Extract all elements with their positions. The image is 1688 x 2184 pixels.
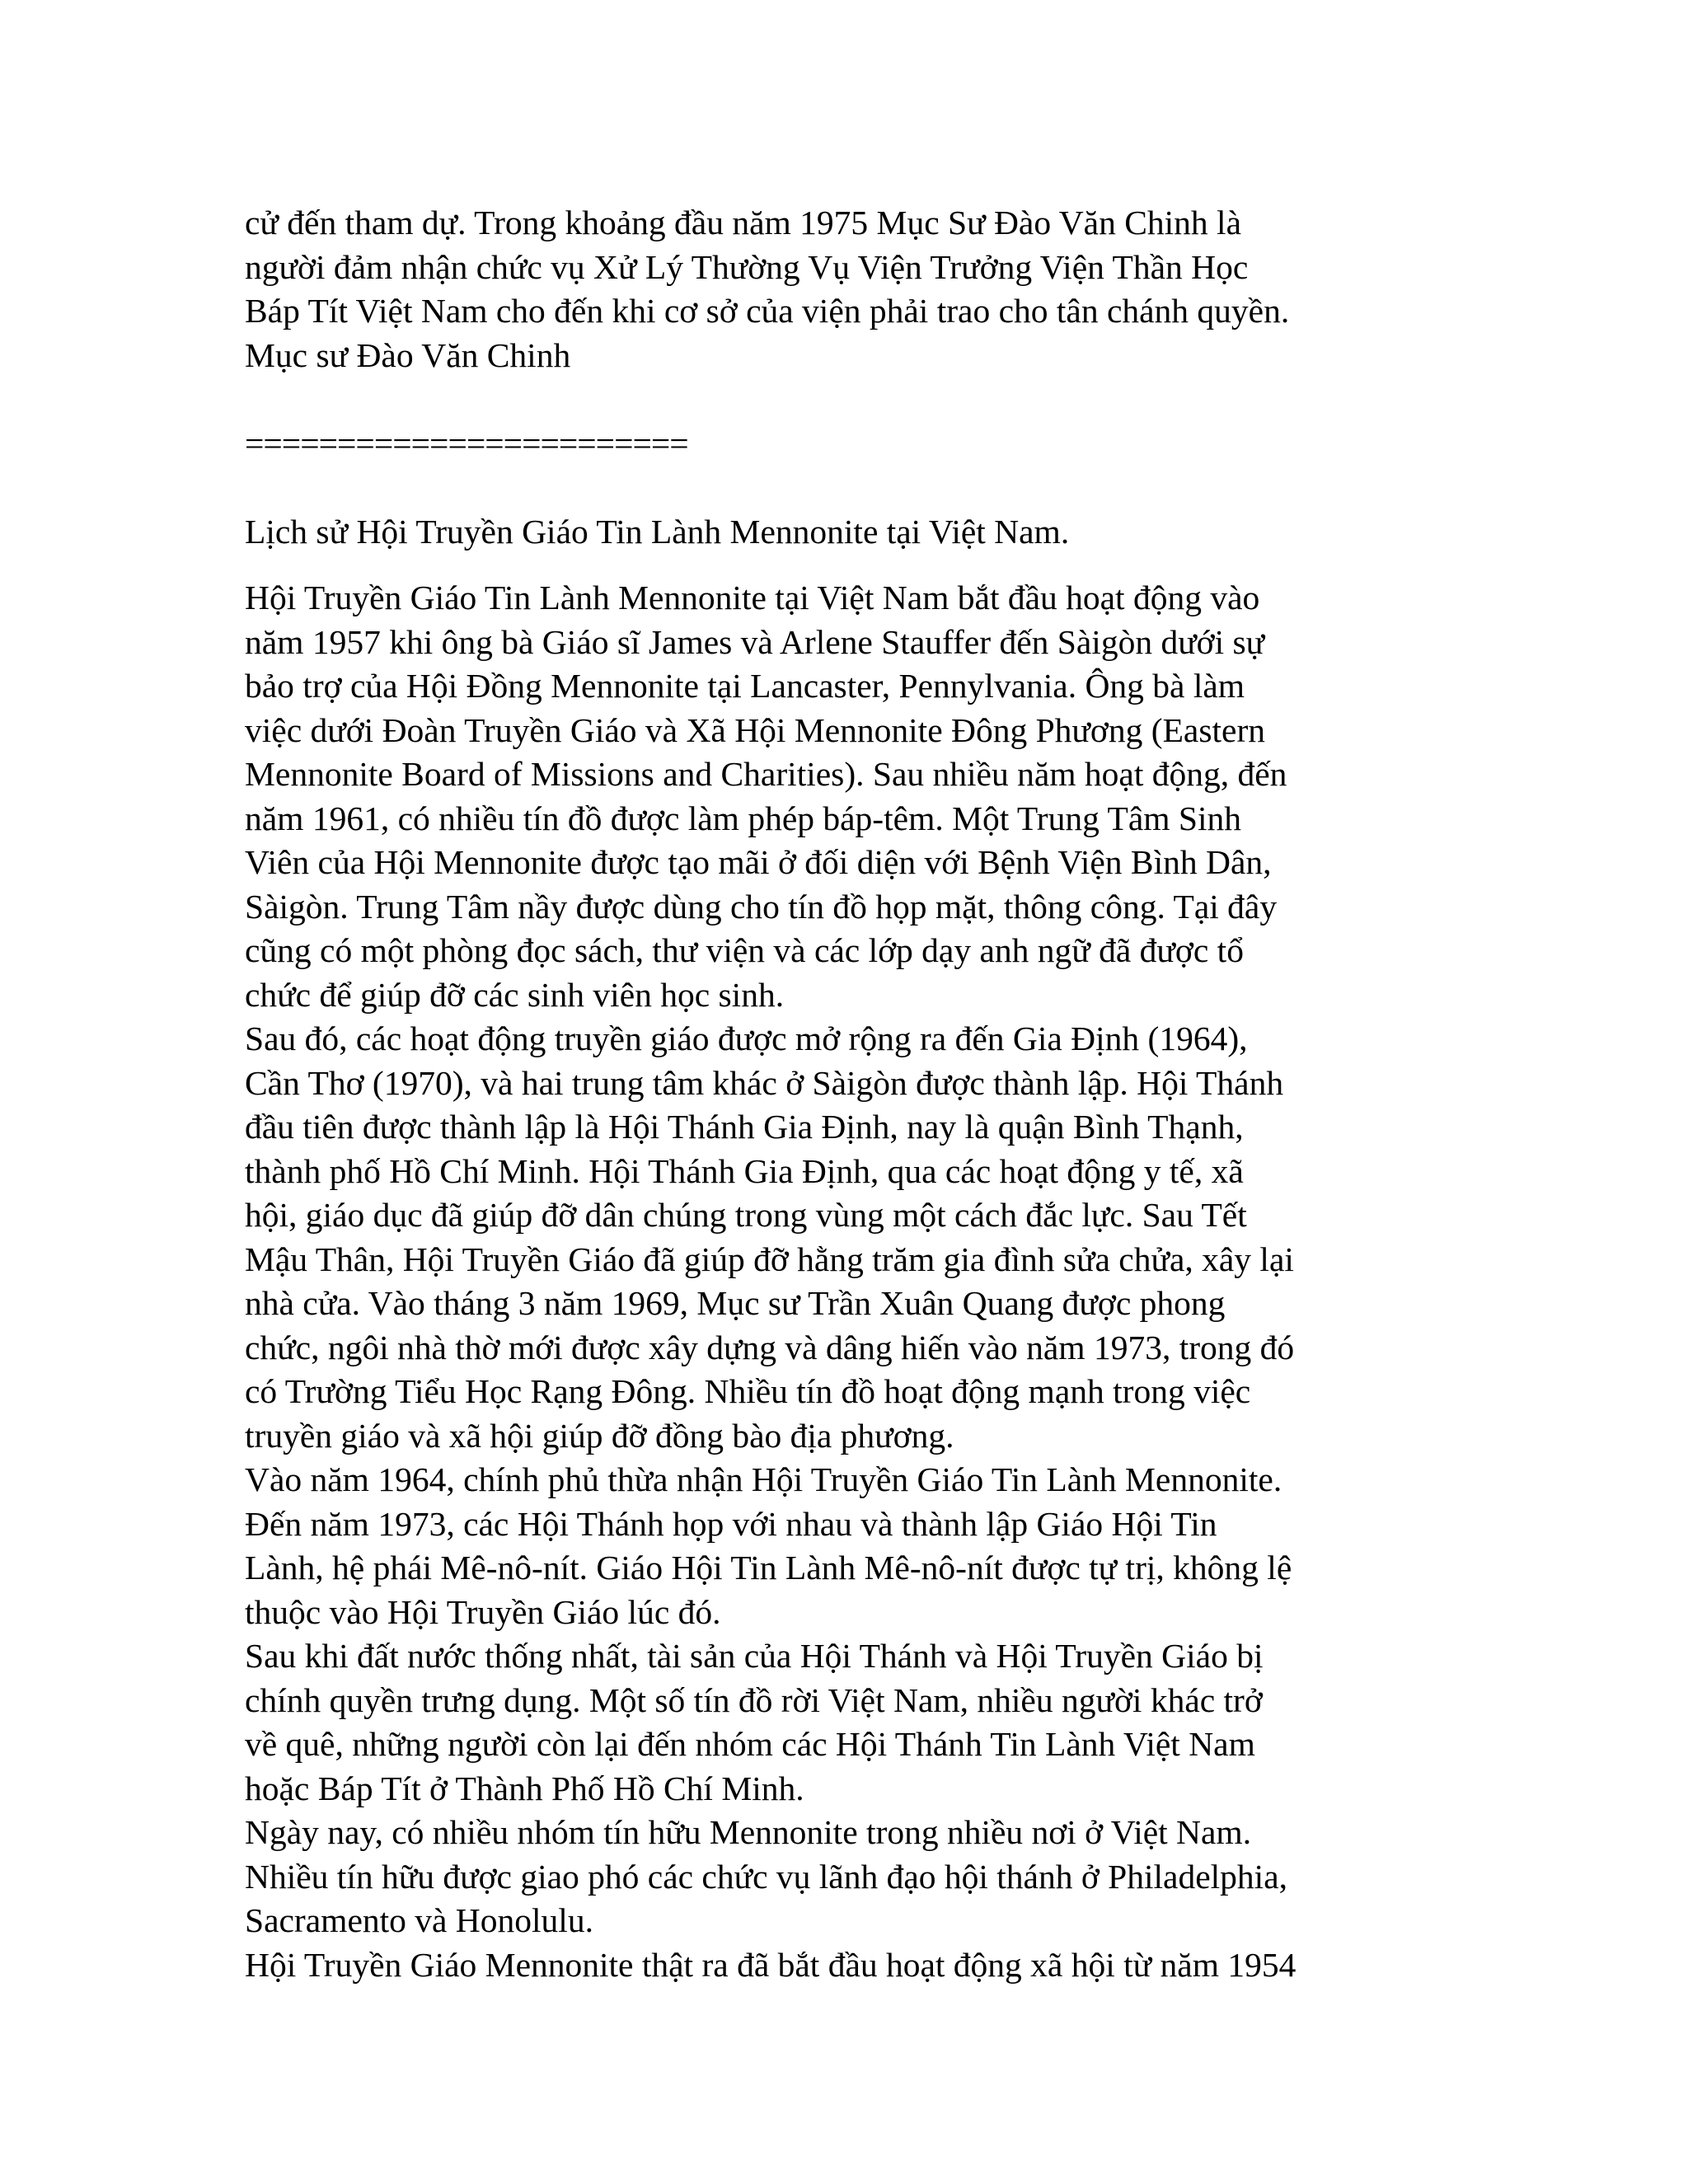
text-line: chức để giúp đỡ các sinh viên học sinh.	[245, 975, 785, 1014]
text-line: hội, giáo dục đã giúp đỡ dân chúng trong vùng một cách đắc lực. Sau Tết	[245, 1196, 1247, 1234]
spacer	[245, 377, 1448, 422]
text-line: người đảm nhận chức vụ Xử Lý Thường Vụ Viện Trưởng Viện Thần Học	[245, 247, 1249, 286]
separator-line: ========================	[245, 424, 688, 462]
text-line: Viên của Hội Mennonite được tạo mãi ở đối diện với Bệnh Viện Bình Dân,	[245, 843, 1272, 881]
text-line: cũng có một phòng đọc sách, thư viện và các lớp dạy anh ngữ đã được tổ	[245, 931, 1244, 969]
text-line: Báp Tít Việt Nam cho đến khi cơ sở của viện phải trao cho tân chánh quyền.	[245, 292, 1290, 330]
text-line: Sau đó, các hoạt động truyền giáo được mở rộng ra đến Gia Định (1964),	[245, 1019, 1248, 1057]
text-line: Cần Thơ (1970), và hai trung tâm khác ở Sàigòn được thành lập. Hội Thánh	[245, 1063, 1284, 1102]
spacer	[245, 554, 1448, 576]
text-line: năm 1961, có nhiều tín đồ được làm phép báp-têm. Một Trung Tâm Sinh	[245, 799, 1242, 837]
text-line: Lành, hệ phái Mê-nô-nít. Giáo Hội Tin Lành Mê-nô-nít được tự trị, không lệ	[245, 1549, 1292, 1586]
text-line: Sàigòn. Trung Tâm nầy được dùng cho tín đồ họp mặt, thông công. Tại đây	[245, 887, 1278, 926]
text-line: Đến năm 1973, các Hội Thánh họp với nhau và thành lập Giáo Hội Tin	[245, 1504, 1217, 1543]
document-page	[245, 201, 1448, 1987]
text-line: chức, ngôi nhà thờ mới được xây dựng và dâng hiến vào năm 1973, trong đó	[245, 1328, 1295, 1366]
text-line: chính quyền trưng dụng. Một số tín đồ rời Việt Nam, nhiều người khác trở	[245, 1680, 1263, 1719]
text-line: Mục sư Đào Văn Chinh	[245, 335, 571, 374]
text-line: hoặc Báp Tít ở Thành Phố Hồ Chí Minh.	[245, 1769, 804, 1807]
text-line: việc dưới Đoàn Truyền Giáo và Xã Hội Mennonite Đông Phương (Eastern	[245, 710, 1266, 749]
intro-paragraph	[245, 201, 1448, 377]
text-line: có Trường Tiểu Học Rạng Đông. Nhiều tín đồ hoạt động mạnh trong việc	[245, 1372, 1251, 1410]
text-line: nhà cửa. Vào tháng 3 năm 1969, Mục sư Trần Xuân Quang được phong	[245, 1284, 1226, 1322]
section-title: Lịch sử Hội Truyền Giáo Tin Lành Mennonite tại Việt Nam.	[245, 512, 1070, 551]
text-line: truyền giáo và xã hội giúp đỡ đồng bào địa phương.	[245, 1416, 954, 1455]
text-line: về quê, những người còn lại đến nhóm các Hội Thánh Tin Lành Việt Nam	[245, 1725, 1255, 1763]
spacer	[245, 466, 1448, 510]
text-line: Hội Truyền Giáo Tin Lành Mennonite tại Việt Nam bắt đầu hoạt động vào	[245, 579, 1260, 616]
body-text	[245, 576, 1448, 1987]
text-line: thuộc vào Hội Truyền Giáo lúc đó.	[245, 1592, 721, 1631]
text-line: Hội Truyền Giáo Mennonite thật ra đã bắt đầu hoạt động xã hội từ năm 1954	[245, 1945, 1296, 1984]
text-line: Mậu Thân, Hội Truyền Giáo đã giúp đỡ hằng trăm gia đình sửa chửa, xây lại	[245, 1240, 1294, 1278]
text-line: Sau khi đất nước thống nhất, tài sản của Hội Thánh và Hội Truyền Giáo bị	[245, 1637, 1264, 1675]
text-line: Vào năm 1964, chính phủ thừa nhận Hội Truyền Giáo Tin Lành Mennonite.	[245, 1460, 1282, 1498]
text-line: cử đến tham dự. Trong khoảng đầu năm 1975 Mục Sư Đào Văn Chinh là	[245, 204, 1242, 241]
text-line: Mennonite Board of Missions and Charities). Sau nhiều năm hoạt động, đến	[245, 755, 1287, 793]
text-line: Sacramento và Honolulu.	[245, 1901, 593, 1939]
text-line: bảo trợ của Hội Đồng Mennonite tại Lancaster, Pennylvania. Ông bà làm	[245, 667, 1245, 705]
text-line: thành phố Hồ Chí Minh. Hội Thánh Gia Định, qua các hoạt động y tế, xã	[245, 1151, 1244, 1190]
text-line: năm 1957 khi ông bà Giáo sĩ James và Arlene Stauffer đến Sàigòn dưới sự	[245, 622, 1265, 661]
text-line: Nhiều tín hữu được giao phó các chức vụ lãnh đạo hội thánh ở Philadelphia,	[245, 1857, 1288, 1896]
text-line: đầu tiên được thành lập là Hội Thánh Gia Định, nay là quận Bình Thạnh,	[245, 1108, 1244, 1146]
text-line: Ngày nay, có nhiều nhóm tín hữu Mennonite trong nhiều nơi ở Việt Nam.	[245, 1813, 1252, 1851]
